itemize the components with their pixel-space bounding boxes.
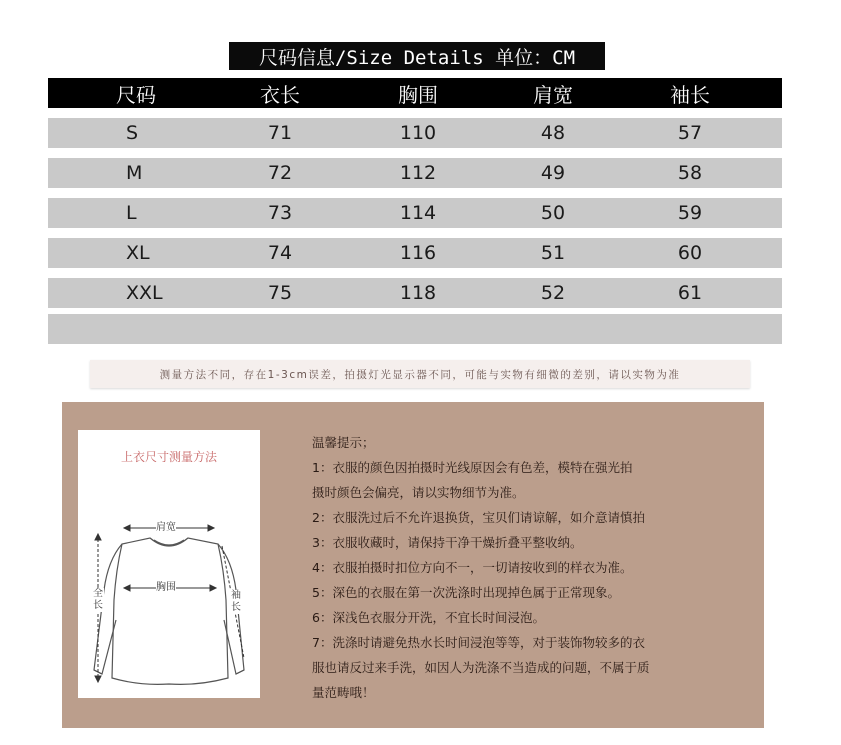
tip-line: 服也请反过来手洗，如因人为洗涤不当造成的问题，不属于质 xyxy=(312,660,650,675)
header-chest: 胸围 xyxy=(398,82,438,107)
table-row xyxy=(48,118,782,148)
row-chest: 114 xyxy=(399,202,437,224)
table-row xyxy=(48,278,782,308)
row-chest: 112 xyxy=(399,162,437,184)
measurement-note: 测量方法不同，存在1-3cm误差，拍摄灯光显示器不同，可能与实物有细微的差别，请以实物为准 xyxy=(90,360,750,388)
row-shoulder: 49 xyxy=(540,162,566,184)
row-length: 74 xyxy=(267,242,293,264)
row-sleeve: 60 xyxy=(677,242,703,264)
diagram-title: 上衣尺寸测量方法 xyxy=(120,450,217,464)
row-shoulder: 50 xyxy=(540,202,566,224)
row-sleeve: 57 xyxy=(677,122,703,144)
row-length: 71 xyxy=(267,122,293,144)
table-row xyxy=(48,158,782,188)
shirt-outline-icon xyxy=(78,430,260,698)
row-length: 73 xyxy=(267,202,293,224)
table-row xyxy=(48,198,782,228)
row-shoulder: 52 xyxy=(540,282,566,304)
row-size: XL xyxy=(126,242,150,264)
tip-line: 5：深色的衣服在第一次洗涤时出现掉色属于正常现象。 xyxy=(312,585,620,600)
row-chest: 116 xyxy=(399,242,437,264)
header-size: 尺码 xyxy=(116,82,156,107)
header-length: 衣长 xyxy=(260,82,300,107)
tip-line: 1：衣服的颜色因拍摄时光线原因会有色差，模特在强光拍 xyxy=(312,460,633,475)
table-row xyxy=(48,238,782,268)
shoulder-label: 肩宽 xyxy=(156,522,176,533)
row-chest: 110 xyxy=(399,122,437,144)
tips-heading: 温馨提示； xyxy=(312,435,375,450)
header-shoulder: 肩宽 xyxy=(533,82,573,107)
tip-line: 6：深浅色衣服分开洗，不宜长时间浸泡。 xyxy=(312,610,545,625)
length-label: 全长 xyxy=(93,588,103,611)
measurement-diagram xyxy=(78,430,260,698)
tips-panel xyxy=(62,402,764,728)
row-sleeve: 58 xyxy=(677,162,703,184)
tip-line: 摄时颜色会偏亮，请以实物细节为准。 xyxy=(312,485,525,500)
row-chest: 118 xyxy=(399,282,437,304)
tips-list xyxy=(312,430,742,705)
tip-line: 3：衣服收藏时，请保持干净干燥折叠平整收纳。 xyxy=(312,535,583,550)
tip-line: 7：洗涤时请避免热水长时间浸泡等等，对于装饰物较多的衣 xyxy=(312,635,645,650)
row-sleeve: 59 xyxy=(677,202,703,224)
row-size: S xyxy=(126,122,139,144)
row-size: M xyxy=(126,162,143,184)
row-length: 75 xyxy=(267,282,293,304)
chest-label: 胸围 xyxy=(156,582,176,593)
row-length: 72 xyxy=(267,162,293,184)
table-empty-row xyxy=(48,314,782,344)
sleeve-label: 袖长 xyxy=(231,590,241,613)
row-size: XXL xyxy=(126,282,163,304)
tip-line: 4：衣服拍摄时扣位方向不一，一切请按收到的样衣为准。 xyxy=(312,560,633,575)
tip-line: 量范畴哦！ xyxy=(312,685,375,700)
header-sleeve: 袖长 xyxy=(670,82,710,107)
size-details-title: 尺码信息/Size Details 单位：CM xyxy=(229,42,605,70)
row-sleeve: 61 xyxy=(677,282,703,304)
row-shoulder: 48 xyxy=(540,122,566,144)
row-size: L xyxy=(126,202,137,224)
size-table-header xyxy=(48,78,782,108)
tip-line: 2：衣服洗过后不允许退换货，宝贝们请谅解，如介意请慎拍 xyxy=(312,510,645,525)
row-shoulder: 51 xyxy=(540,242,566,264)
